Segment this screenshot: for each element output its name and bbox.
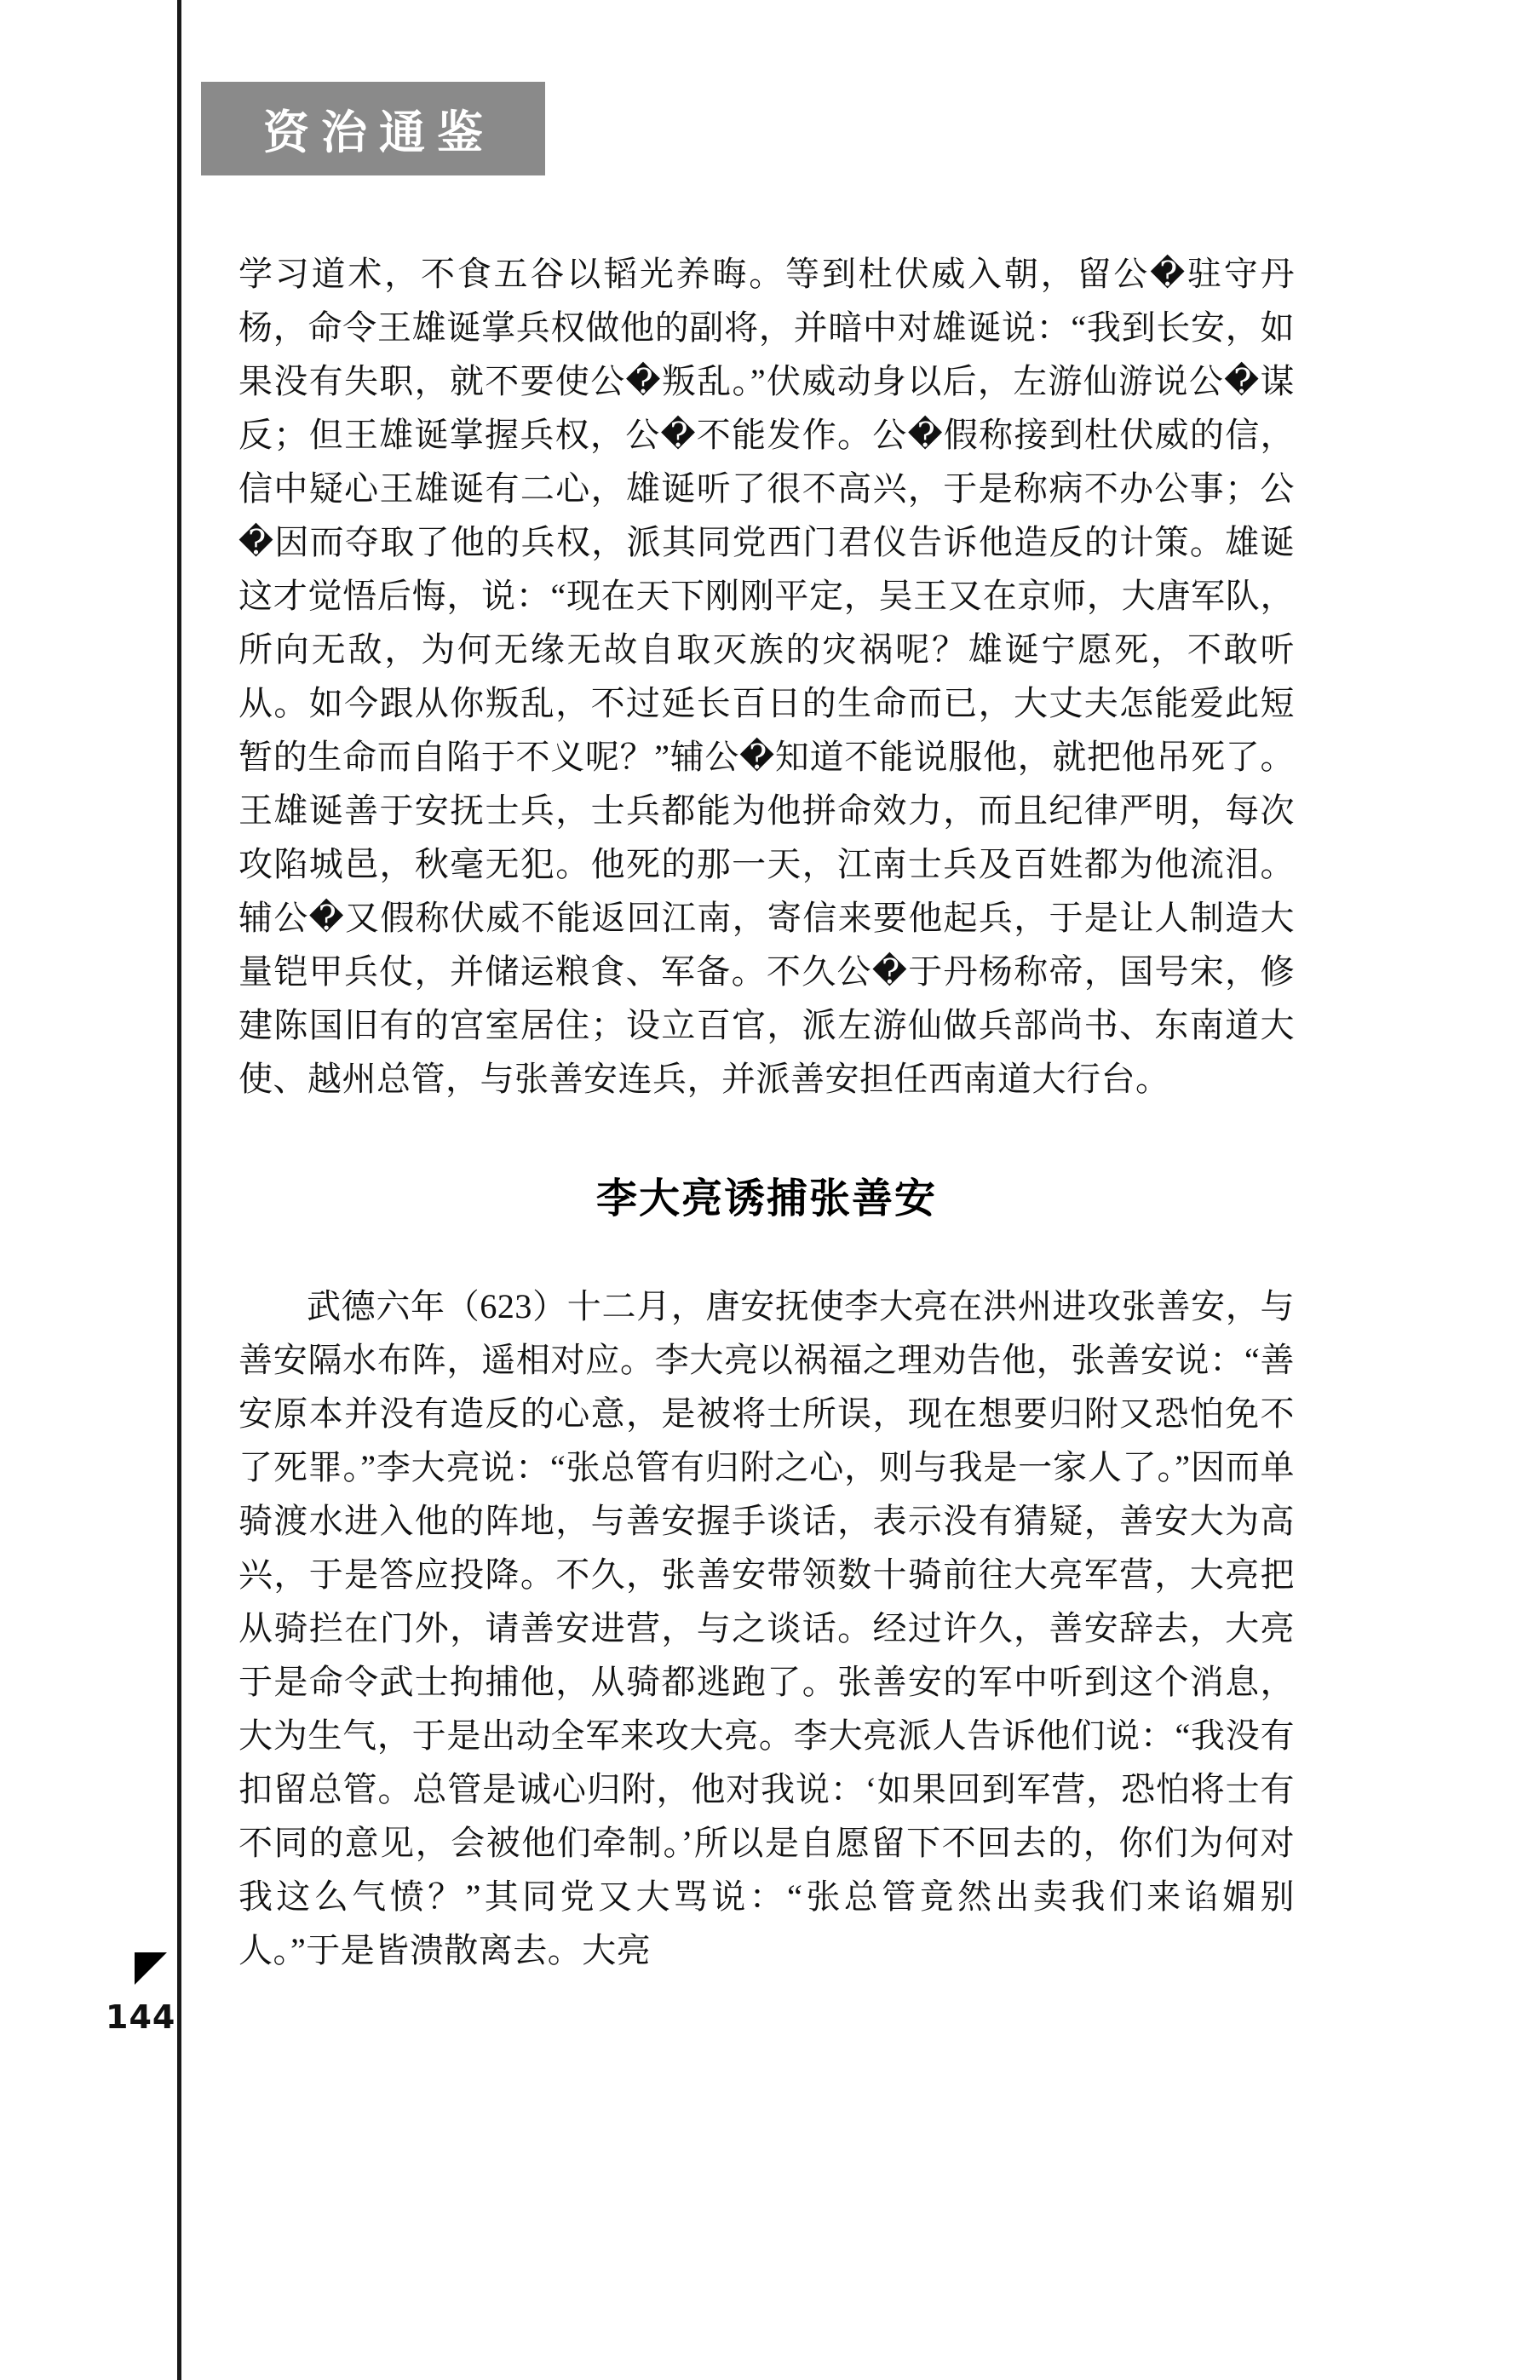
page-number: 144 (106, 1998, 176, 2036)
title-spacer-bottom (238, 1228, 1295, 1279)
left-margin-rule (177, 0, 181, 2380)
section-heading: 李大亮诱捕张善安 (595, 1175, 937, 1222)
book-title-text: 资治通鉴 (263, 105, 495, 159)
corner-mark-triangle (135, 1952, 167, 1985)
body-paragraph: 学习道术，不食五谷以韬光养晦。等到杜伏威入朝，留公�驻守丹杨，命令王雄诞掌兵权做他的副将，并暗中对雄诞说：“我到长安，如果没有失职，就不要使公�叛乱。”伏威动身以后，左游仙游说公�谋反；但王雄诞掌握兵权，公�不能发作。公�假称接到杜伏威的信，信中疑心王雄诞有二心，雄诞听了很不高兴，于是称病不办公事；公�因而夺取了他的兵权，派其同党西门君仪告诉他造反的计策。雄诞这才觉悟后悔，说：“现在天下刚刚平定，吴王又在京师，大唐军队，所向无敌，为何无缘无故自取灭族的灾祸呢？雄诞宁愿死，不敢听从。如今跟从你叛乱，不过延长百日的生命而已，大丈夫怎能爱此短暂的生命而自陷于不义呢？”辅公�知道不能说服他，就把他吊死了。王雄诞善于安抚士兵，士兵都能为他拼命效力，而且纪律严明，每次攻陷城邑，秋毫无犯。他死的那一天，江南士兵及百姓都为他流泪。辅公�又假称伏威不能返回江南，寄信来要他起兵，于是让人制造大量铠甲兵仗，并储运粮食、军备。不久公�于丹杨称帝，国号宋，修建陈国旧有的宫室居住；设立百官，派左游仙做兵部尚书、东南道大使、越州总管，与张善安连兵，并派善安担任西南道大行台。 (238, 255, 1295, 1098)
page-content (238, 247, 1295, 1977)
title-spacer-top (238, 1106, 1295, 1169)
book-title-banner (201, 82, 545, 175)
section-paragraph: 武德六年（623）十二月，唐安抚使李大亮在洪州进攻张善安，与善安隔水布阵，遥相对应。李大亮以祸福之理劝告他，张善安说：“善安原本并没有造反的心意，是被将士所误，现在想要归附又恐怕免不了死罪。”李大亮说：“张总管有归附之心，则与我是一家人了。”因而单骑渡水进入他的阵地，与善安握手谈话，表示没有猜疑，善安大为高兴，于是答应投降。不久，张善安带领数十骑前往大亮军营，大亮把从骑拦在门外，请善安进营，与之谈话。经过许久，善安辞去，大亮于是命令武士拘捕他，从骑都逃跑了。张善安的军中听到这个消息，大为生气，于是出动全军来攻大亮。李大亮派人告诉他们说：“我没有扣留总管。总管是诚心归附，他对我说：‘如果回到军营，恐怕将士有不同的意见，会被他们牵制。’所以是自愿留下不回去的，你们为何对我这么气愤？”其同党又大骂说：“张总管竟然出卖我们来谄媚别人。”于是皆溃散离去。大亮 (238, 1287, 1295, 1969)
